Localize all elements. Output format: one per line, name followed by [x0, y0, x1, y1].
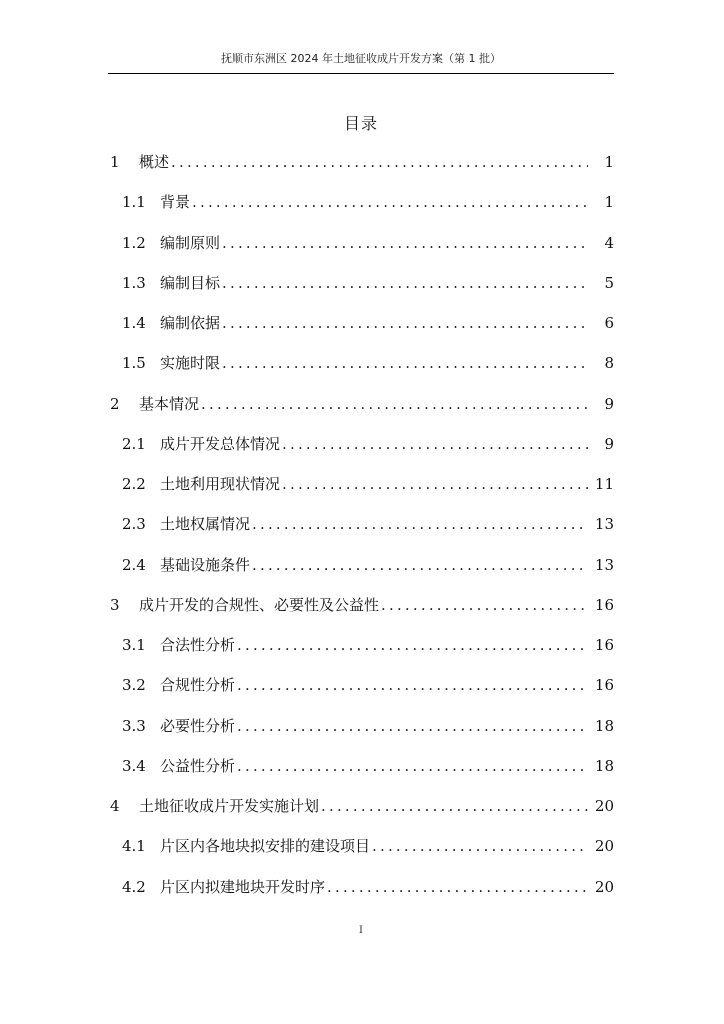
toc-dot-leader — [235, 752, 588, 780]
toc-entry[interactable] — [108, 671, 614, 711]
toc-entry-number: 2.4 — [122, 555, 146, 574]
toc-entry[interactable] — [108, 712, 614, 752]
toc-entry[interactable] — [108, 188, 614, 228]
toc-entry-number: 3.4 — [122, 756, 146, 775]
toc-entry[interactable] — [108, 470, 614, 510]
toc-entry-number: 4.1 — [122, 837, 146, 856]
toc-entry[interactable] — [108, 430, 614, 470]
toc-entry-page: 18 — [594, 716, 614, 735]
toc-dot-leader — [280, 470, 588, 498]
toc-entry-title: 实施时限 — [160, 354, 221, 373]
toc-entry-title: 成片开发总体情况 — [160, 434, 281, 453]
toc-dot-leader — [370, 832, 588, 860]
toc-entry-page: 16 — [594, 595, 614, 614]
toc-entry-title: 片区内各地块拟安排的建设项目 — [160, 837, 371, 856]
toc-heading: 目录 — [343, 114, 378, 133]
toc-entry[interactable] — [108, 309, 614, 349]
toc-entry-title: 背景 — [160, 193, 191, 212]
toc-entry-number: 1.2 — [122, 233, 146, 252]
toc-entry-page: 16 — [594, 636, 614, 654]
toc-entry-title: 基础设施条件 — [160, 555, 251, 574]
toc-entry[interactable] — [108, 229, 614, 269]
toc-dot-leader — [190, 188, 588, 216]
toc-entry[interactable] — [108, 510, 614, 550]
toc-entry-number: 1 — [110, 153, 120, 171]
toc-entry-title: 概述 — [139, 153, 170, 171]
toc-dot-leader — [250, 510, 588, 538]
document-header-title: 抚顺市东洲区 2024 年土地征收成片开发方案（第 1 批） — [221, 52, 501, 65]
toc-entry[interactable] — [108, 269, 614, 309]
toc-entry-page: 1 — [604, 153, 614, 171]
toc-dot-leader — [379, 591, 588, 619]
toc-dot-leader — [220, 349, 588, 377]
toc-dot-leader — [199, 390, 588, 418]
toc-entry-page: 13 — [594, 555, 614, 574]
toc-entry-number: 2 — [110, 394, 120, 413]
toc-dot-leader — [319, 792, 588, 820]
table-of-contents — [108, 148, 614, 913]
toc-entry[interactable] — [108, 631, 614, 671]
toc-entry-title: 编制依据 — [160, 314, 221, 332]
toc-entry-number: 4 — [110, 797, 120, 815]
toc-entry-page: 5 — [604, 273, 614, 292]
toc-dot-leader — [235, 631, 588, 659]
toc-entry-number: 3.1 — [122, 636, 146, 654]
toc-entry-page: 8 — [604, 354, 614, 373]
toc-dot-leader — [250, 551, 588, 579]
toc-dot-leader — [220, 269, 588, 297]
toc-entry-number: 1.1 — [122, 193, 146, 212]
toc-entry-number: 2.2 — [122, 475, 146, 493]
toc-entry[interactable] — [108, 148, 614, 188]
toc-entry-title: 合规性分析 — [160, 676, 236, 695]
toc-dot-leader — [235, 671, 588, 699]
toc-entry-title: 成片开发的合规性、必要性及公益性 — [139, 595, 380, 614]
toc-entry-page: 13 — [594, 515, 614, 534]
toc-entry-number: 2.1 — [122, 434, 146, 453]
toc-entry-title: 必要性分析 — [160, 716, 236, 735]
toc-entry-page: 20 — [594, 837, 614, 856]
toc-entry-page: 9 — [604, 434, 614, 453]
page-number: I — [359, 925, 363, 936]
toc-dot-leader — [169, 148, 588, 176]
toc-entry-page: 1 — [604, 193, 614, 212]
toc-entry[interactable] — [108, 752, 614, 792]
toc-entry-number: 1.5 — [122, 354, 146, 373]
toc-entry[interactable] — [108, 349, 614, 389]
toc-entry-title: 基本情况 — [139, 394, 200, 413]
toc-entry-title: 公益性分析 — [160, 756, 236, 775]
toc-entry-page: 20 — [594, 797, 614, 815]
toc-entry[interactable] — [108, 591, 614, 631]
toc-dot-leader — [280, 430, 588, 458]
toc-entry-page: 20 — [594, 877, 614, 896]
toc-entry-number: 2.3 — [122, 515, 146, 534]
toc-dot-leader — [325, 873, 588, 901]
header-divider — [108, 73, 614, 74]
toc-entry-title: 土地利用现状情况 — [160, 475, 281, 493]
toc-dot-leader — [220, 229, 588, 257]
toc-entry-number: 3.3 — [122, 716, 146, 735]
toc-entry[interactable] — [108, 390, 614, 430]
toc-entry-title: 编制目标 — [160, 273, 221, 292]
toc-entry-number: 3.2 — [122, 676, 146, 695]
toc-entry[interactable] — [108, 551, 614, 591]
toc-entry-title: 土地权属情况 — [160, 515, 251, 534]
toc-entry-page: 9 — [604, 394, 614, 413]
toc-entry[interactable] — [108, 832, 614, 872]
toc-entry-title: 编制原则 — [160, 233, 221, 252]
toc-entry-title: 片区内拟建地块开发时序 — [160, 877, 326, 896]
toc-entry-number: 3 — [110, 595, 120, 614]
toc-entry-page: 18 — [594, 756, 614, 775]
toc-entry-title: 土地征收成片开发实施计划 — [139, 797, 320, 815]
toc-entry-number: 4.2 — [122, 877, 146, 896]
toc-dot-leader — [220, 309, 588, 337]
toc-dot-leader — [235, 712, 588, 740]
toc-entry-page: 11 — [594, 475, 614, 493]
toc-entry-page: 6 — [604, 314, 614, 332]
toc-entry-page: 4 — [604, 233, 614, 252]
toc-entry-title: 合法性分析 — [160, 636, 236, 654]
toc-entry[interactable] — [108, 792, 614, 832]
toc-entry[interactable] — [108, 873, 614, 913]
toc-entry-page: 16 — [594, 676, 614, 695]
toc-entry-number: 1.4 — [122, 314, 146, 332]
toc-entry-number: 1.3 — [122, 273, 146, 292]
